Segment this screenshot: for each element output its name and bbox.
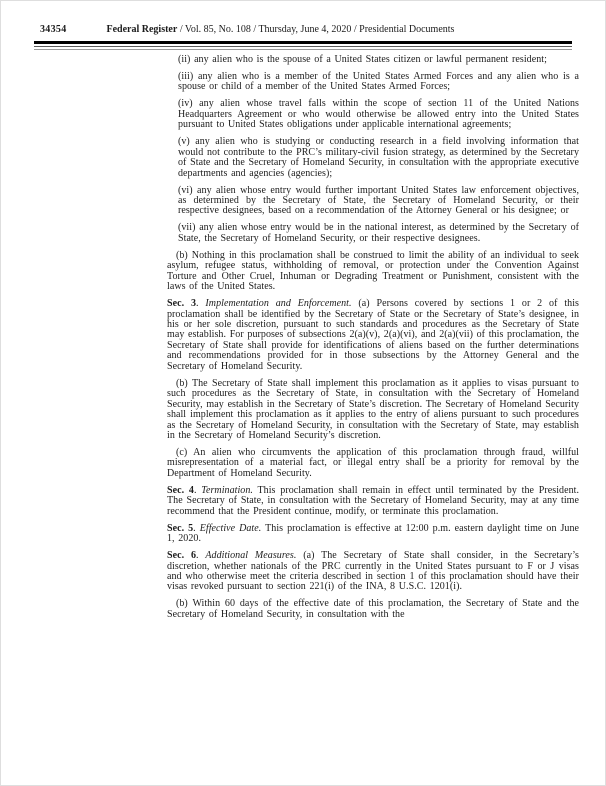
section-separator: . xyxy=(196,550,206,562)
paragraph-iii: (iii) any alien who is a member of the United States Armed Forces and any alien who is a spouse or child of a member of the United States Armed Forces; xyxy=(178,70,579,93)
paragraph-vi: (vi) any alien whose entry would further important United States law enforcement objectives, as determined by the Secretary of State, the Secretary of Homeland Security, or their respective designees, based on a recommendation of the Attorney General or his designee; or xyxy=(178,184,579,217)
paragraph-sec-4 xyxy=(167,486,579,517)
section-separator: . xyxy=(196,298,206,310)
paragraph-sec-5 xyxy=(167,524,579,545)
page-number: 34354 xyxy=(40,24,67,35)
journal-name: Federal Register xyxy=(106,24,178,35)
header-rule-thin-2 xyxy=(34,49,572,51)
paragraph-sec-3 xyxy=(167,299,579,372)
section-label: Sec. 4 xyxy=(167,484,194,496)
paragraph-iv: (iv) any alien whose travel falls within the scope of section 11 of the United Nations Headquarters Agreement or who would otherwise be allowed entry into the United States pursuant to United States obligations under applicable international agreements; xyxy=(178,98,579,131)
paragraph-v: (v) any alien who is studying or conducting research in a field involving information that would not contribute to the PRC’s military-civil fusion strategy, as determined by the Secretary of State and the Secretary of Homeland Security, in consultation with the appropriate executive departments and agencies (agencies); xyxy=(178,136,579,179)
section-body: This proclamation shall remain in effect until terminated by the President. The Secretary of State, in consultation with the Secretary of Homeland Security, may at any time recommend that the President continue, modify, or terminate this proclamation. xyxy=(167,484,580,517)
section-label: Sec. 3 xyxy=(167,298,197,310)
header-rule xyxy=(34,41,572,50)
section-label: Sec. 5 xyxy=(167,522,194,534)
section-body: (a) Persons covered by sections 1 or 2 of this proclamation shall be identified by the Secretary of State or the Secretary of State’s designee, in his or her sole discretion, pursuant to such standards and procedures as the Secretary of State may establish. For purposes of subsections 2(a)(v), 2(a)(vi), and 2(a)(vii) of this proclamation, the Secretary of State shall provide for identifications of aliens based on the further determinations and recommendations provided for in those subsections by the Attorney General and the Secretary of Homeland Security. xyxy=(167,298,579,372)
paragraph-c-circumvent: (c) An alien who circumvents the application of this proclamation through fraud, willful misrepresentation of a material fact, or illegal entry shall be a priority for removal by the Department of Homeland Security. xyxy=(167,447,579,479)
section-title: Additional Measures. xyxy=(205,550,297,562)
section-label: Sec. 6 xyxy=(167,550,197,562)
section-body: This proclamation is effective at 12:00 p.m. eastern daylight time on June 1, 2020. xyxy=(167,522,580,545)
paragraph-b-within-60-days: (b) Within 60 days of the effective date of this proclamation, the Secretary of State and the Secretary of Homeland Security, in consultation with the xyxy=(167,598,579,620)
paragraph-ii: (ii) any alien who is the spouse of a United States citizen or lawful permanent resident; xyxy=(178,54,547,65)
running-head xyxy=(107,24,455,35)
header-rule-thick xyxy=(34,41,572,44)
paragraph-sec-6 xyxy=(167,551,579,593)
section-title: Effective Date. xyxy=(199,522,262,534)
section-body: (a) The Secretary of State shall consider, in the Secretary’s discretion, whether nationals of the PRC currently in the United States pursuant to F or J visas and who otherwise meet the criteria described in section 1 of this proclamation should have their visas revoked pursuant to section 221(i) of the INA, 8 U.S.C. 1201(i). xyxy=(167,550,579,593)
page-header xyxy=(40,24,575,36)
issue-info: / Vol. 85, No. 108 / Thursday, June 4, 2020 / Presidential Documents xyxy=(179,24,455,35)
section-title: Termination. xyxy=(201,484,253,496)
paragraph-b-implement: (b) The Secretary of State shall implement this proclamation as it applies to visas pursuant to such procedures as the Secretary of State, in consultation with the Secretary of Homeland Security, may establish in the Secretary of State’s discretion. The Secretary of Homeland Security shall implement this proclamation as it applies to the entry of aliens pursuant to such procedures as the Secretary of Homeland Security, in consultation with the Secretary of State, may establish in the Secretary of Homeland Security’s discretion. xyxy=(167,377,579,442)
document-text-column xyxy=(167,55,579,627)
section-title: Implementation and Enforcement. xyxy=(205,298,352,310)
header-rule-thin-1 xyxy=(34,46,572,48)
paragraph-b-nothing: (b) Nothing in this proclamation shall be construed to limit the ability of an individual to seek asylum, refugee status, withholding of removal, or protection under the Convention Against Torture and Other Cruel, Inhuman or Degrading Treatment or Punishment, consistent with the laws of the United States. xyxy=(167,249,579,293)
section-separator: . xyxy=(193,484,202,496)
paragraph-vii: (vii) any alien whose entry would be in the national interest, as determined by the Secretary of State, the Secretary of Homeland Security, or their respective designees. xyxy=(178,222,579,244)
section-separator: . xyxy=(193,522,200,534)
